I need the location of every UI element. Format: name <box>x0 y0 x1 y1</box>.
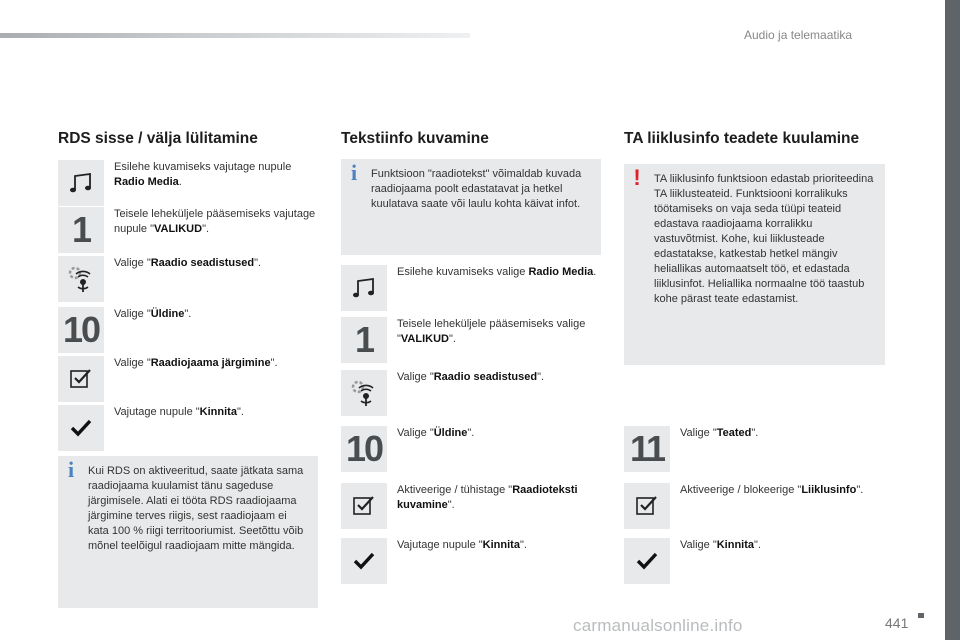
step-text: Teisele leheküljele pääsemiseks vajutage nupule "VALIKUD". <box>114 208 316 235</box>
music-note-icon <box>58 160 104 206</box>
info-icon: i <box>350 160 358 185</box>
step-text: Aktiveerige / blokeerige "Liiklusinfo". <box>680 484 864 496</box>
info-text: TA liiklusinfo funktsioon edastab prioriteedina TA liiklusteateid. Funktsiooni korralikuks töötamiseks on vaja seda tüüpi teateid edastava raadiojaama korralikku vastuvõtmist. Kohe, kui liiklusteade edastatakse, katkestab hetkel mängiv heliallikas automaatselt töö, et edastada liiklusinfot. Heliallika normaalne töö taastub kohe pärast teate edastamist. <box>654 173 874 305</box>
step-text: Valige "Raadio seadistused". <box>397 371 545 383</box>
section-title-radiotext: Tekstiinfo kuvamine <box>341 130 489 147</box>
info-text: Kui RDS on aktiveeritud, saate jätkata sama raadiojaama kuulamist tänu sageduse järgimisele. Alati ei tööta RDS raadiojaama järgimine terves riigis, sest raadiojaam ei kata 100 % riigi territooriumist. Seetõttu võib mõnel teelõigul raadiojaam mitte mängida. <box>88 465 304 552</box>
info-icon: i <box>67 457 75 482</box>
step-text: Valige "Raadio seadistused". <box>114 257 262 269</box>
checkbox-icon <box>624 483 670 529</box>
step-text: Valige "Raadiojaama järgimine". <box>114 357 278 369</box>
header-accent-bar <box>0 33 470 38</box>
step-text: Aktiveerige / tühistage "Raadioteksti kuvamine". <box>397 484 578 511</box>
checkbox-icon <box>58 356 104 402</box>
step-text: Vajutage nupule "Kinnita". <box>114 406 244 418</box>
step-text: Valige "Üldine". <box>114 308 192 320</box>
section-title-ta: TA liiklusinfo teadete kuulamine <box>624 130 860 147</box>
checkmark-icon <box>58 405 104 451</box>
number-eleven-badge: 11 <box>624 426 670 472</box>
chapter-title: Audio ja telemaatika <box>744 28 853 42</box>
step-text: Teisele leheküljele pääsemiseks valige "VALIKUD". <box>397 318 586 345</box>
checkbox-icon <box>341 483 387 529</box>
page-marker <box>918 613 924 618</box>
watermark: carmanualsonline.info <box>573 616 743 635</box>
info-text: Funktsioon "raadiotekst" võimaldab kuvada raadiojaama poolt edastatavat ja hetkel kuulatava saate või laulu kohta käivat infot. <box>371 168 582 210</box>
number-one-badge: 1 <box>58 207 104 253</box>
number-ten-badge: 10 <box>58 307 104 353</box>
step-text: Valige "Kinnita". <box>680 539 761 551</box>
checkmark-icon <box>341 538 387 584</box>
step-text: Esilehe kuvamiseks vajutage nupule Radio Media. <box>114 161 292 188</box>
info-box-radiotext <box>341 159 601 255</box>
section-title-rds: RDS sisse / välja lülitamine <box>58 130 258 147</box>
step-text: Vajutage nupule "Kinnita". <box>397 539 527 551</box>
radio-settings-icon <box>341 370 387 416</box>
checkmark-icon <box>624 538 670 584</box>
step-text: Esilehe kuvamiseks valige Radio Media. <box>397 266 597 278</box>
info-box-ta <box>624 164 885 365</box>
radio-settings-icon <box>58 256 104 302</box>
info-box-rds <box>58 456 318 608</box>
music-note-icon <box>341 265 387 311</box>
warning-icon: ! <box>633 165 641 190</box>
number-one-badge: 1 <box>341 317 387 363</box>
number-ten-badge: 10 <box>341 426 387 472</box>
step-text: Valige "Üldine". <box>397 427 475 439</box>
step-text: Valige "Teated". <box>680 427 759 439</box>
side-strip <box>945 0 960 640</box>
page-number: 441 <box>885 615 909 631</box>
